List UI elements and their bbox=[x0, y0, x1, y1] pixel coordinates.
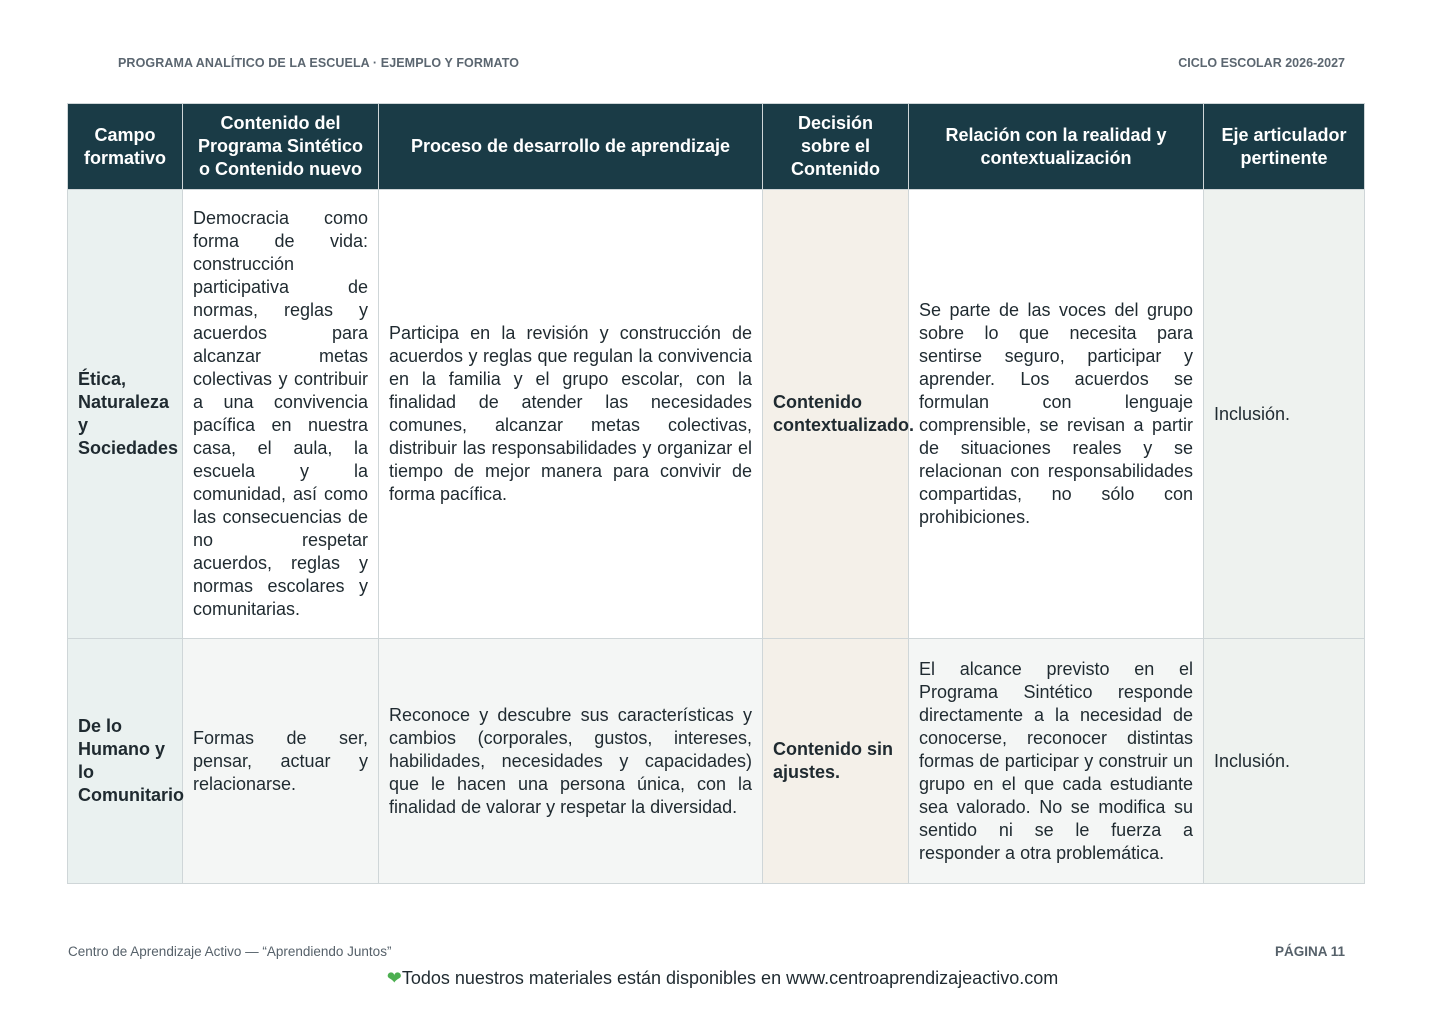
column-header-relacion: Relación con la realidad y contextualización bbox=[909, 104, 1204, 190]
cell-decision: Contenido sin ajustes. bbox=[763, 639, 909, 884]
cell-proceso: Reconoce y descubre sus características y cambios (corporales, gustos, intereses, habilidades, necesidades y capacidades) que le hacen una persona única, con la finalidad de valorar y respetar la diversidad. bbox=[379, 639, 763, 884]
column-header-decision: Decisión sobre el Contenido bbox=[763, 104, 909, 190]
page-number: PÁGINA 11 bbox=[1274, 944, 1345, 959]
cell-campo: De lo Humano y lo Comunitario bbox=[68, 639, 183, 884]
analytic-program-table bbox=[67, 103, 1365, 884]
cell-campo: Ética, Naturaleza y Sociedades bbox=[68, 190, 183, 639]
document-header-title: PROGRAMA ANALÍTICO DE LA ESCUELA · EJEMPLO Y FORMATO bbox=[118, 56, 520, 70]
cell-proceso: Participa en la revisión y construcción de acuerdos y reglas que regulan la convivencia en la familia y el grupo escolar, con la finalidad de atender las necesidades comunes, alcanzar metas colectivas, distribuir las responsabilidades y organizar el tiempo de mejor manera para convivir de forma pacífica. bbox=[379, 190, 763, 639]
footer-organization: Centro de Aprendizaje Activo — “Aprendiendo Juntos” bbox=[68, 944, 392, 959]
school-year-label: CICLO ESCOLAR 2026-2027 bbox=[1178, 56, 1345, 70]
cell-contenido: Formas de ser, pensar, actuar y relacionarse. bbox=[183, 639, 379, 884]
cell-contenido: Democracia como forma de vida: construcción participativa de normas, reglas y acuerdos para alcanzar metas colectivas y contribuir a una convivencia pacífica en nuestra casa, el aula, la escuela y la comunidad, así como las consecuencias de no respetar acuerdos, reglas y normas escolares y comunitarias. bbox=[183, 190, 379, 639]
promo-text: Todos nuestros materiales están disponibles en www.centroaprendizajeactivo.com bbox=[401, 968, 1059, 988]
cell-eje: Inclusión. bbox=[1204, 639, 1365, 884]
cell-eje: Inclusión. bbox=[1204, 190, 1365, 639]
cell-decision: Contenido contextualizado. bbox=[763, 190, 909, 639]
column-header-campo: Campo formativo bbox=[68, 104, 183, 190]
cell-relacion: El alcance previsto en el Programa Sintético responde directamente a la necesidad de conocerse, reconocer distintas formas de participar y construir un grupo en el que cada estudiante sea valorado. No se modifica su sentido ni se le fuerza a responder a otra problemática. bbox=[909, 639, 1204, 884]
table-row bbox=[68, 639, 1365, 884]
table-row bbox=[68, 190, 1365, 639]
column-header-proceso: Proceso de desarrollo de aprendizaje bbox=[379, 104, 763, 190]
green-heart-icon: ❤ bbox=[386, 968, 402, 988]
cell-relacion: Se parte de las voces del grupo sobre lo que necesita para sentirse seguro, participar y aprender. Los acuerdos se formulan con lenguaje comprensible, se revisan a partir de situaciones reales y se relacionan con responsabilidades compartidas, no sólo con prohibiciones. bbox=[909, 190, 1204, 639]
footer-promo bbox=[0, 968, 1445, 989]
column-header-contenido: Contenido del Programa Sintético o Contenido nuevo bbox=[183, 104, 379, 190]
column-header-eje: Eje articulador pertinente bbox=[1204, 104, 1365, 190]
table-header-row bbox=[68, 104, 1365, 190]
